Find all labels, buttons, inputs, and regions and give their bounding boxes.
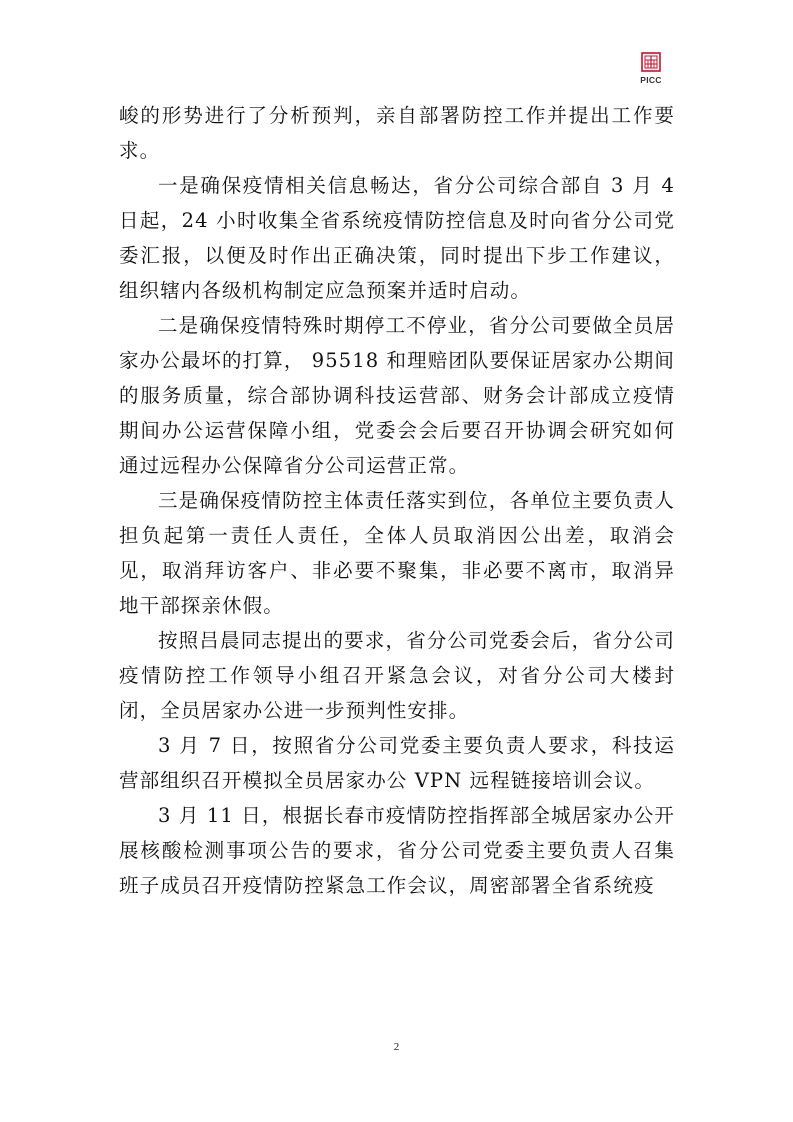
paragraph-march-11: 3 月 11 日，根据长春市疫情防控指挥部全城居家办公开展核酸检测事项公告的要求，省分公司党委主要负责人召集班子成员召开疫情防控紧急工作会议，周密部署全省系统疫 xyxy=(119,804,675,897)
paragraph-item-three: 三是确保疫情防控主体责任落实到位，各单位主要负责人担负起第一责任人责任，全体人员取消因公出差，取消会见，取消拜访客户、非必要不聚集，非必要不离市，取消异地干部探亲休假。 xyxy=(119,489,675,617)
page-number: 2 xyxy=(393,1041,400,1053)
logo-text: PICC xyxy=(640,75,662,85)
paragraph-item-one: 一是确保疫情相关信息畅达，省分公司综合部自 3 月 4 日起，24 小时收集全省系统疫情防控信息及时向省分公司党委汇报，以便及时作出正确决策，同时提出下步工作建议，组织辖内各级机构制定应急预案并适时启动。 xyxy=(119,174,675,302)
paragraph-march-7: 3 月 7 日，按照省分公司党委主要负责人要求，科技运营部组织召开模拟全员居家办公 VPN 远程链接培训会议。 xyxy=(119,734,675,792)
paragraph-continuation: 峻的形势进行了分析预判，亲自部署防控工作并提出工作要求。 xyxy=(119,104,675,162)
paragraph-item-two: 二是确保疫情特殊时期停工不停业，省分公司要做全员居家办公最坏的打算， 95518 和理赔团队要保证居家办公期间的服务质量，综合部协调科技运营部、财务会计部成立疫情期间办公运营保障小组，党委会会后要召开协调会研究如何通过远程办公保障省分公司运营正常。 xyxy=(119,314,675,477)
picc-logo xyxy=(636,52,666,92)
picc-logo-icon xyxy=(641,52,661,72)
paragraph-follow-up: 按照吕晨同志提出的要求，省分公司党委会后，省分公司疫情防控工作领导小组召开紧急会议，对省分公司大楼封闭，全员居家办公进一步预判性安排。 xyxy=(119,629,675,722)
document-body xyxy=(119,98,675,903)
